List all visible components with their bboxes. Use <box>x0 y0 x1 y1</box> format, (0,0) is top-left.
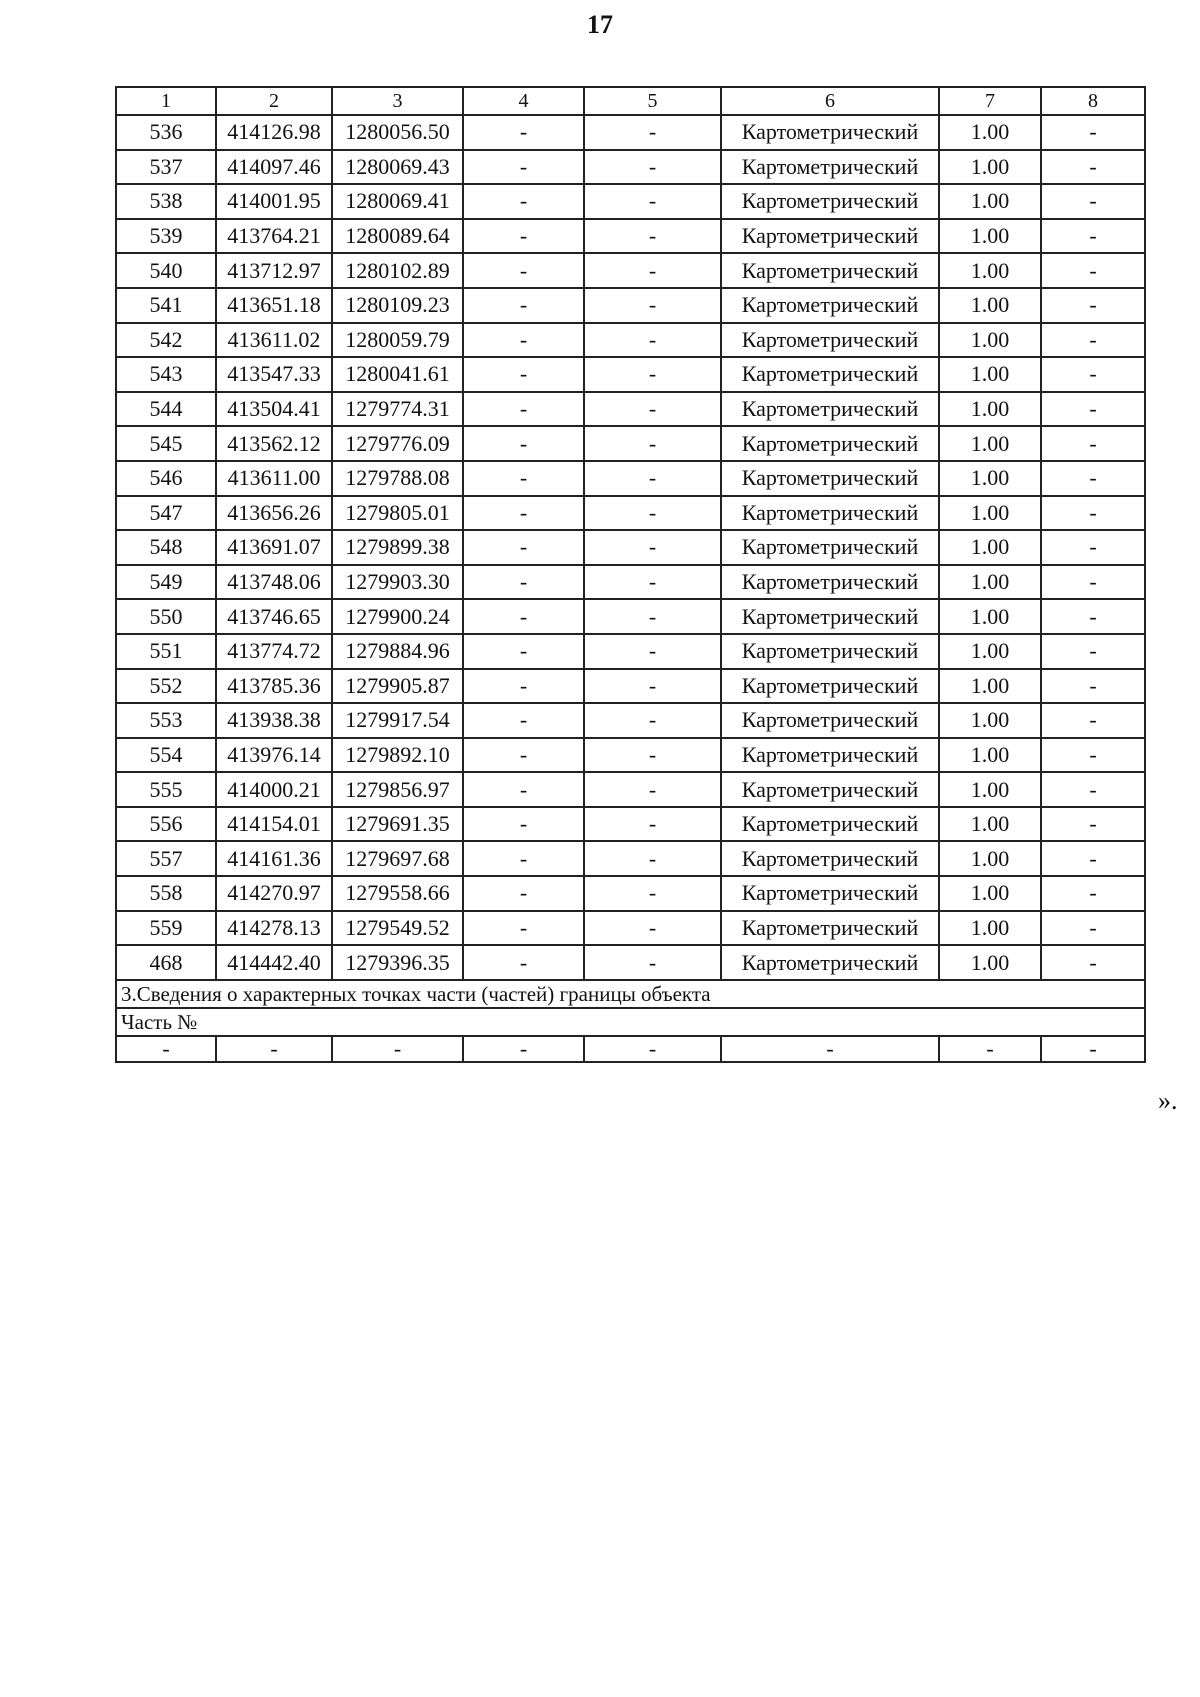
table-cell: 413785.36 <box>216 669 332 704</box>
table-cell: 1280059.79 <box>332 323 463 358</box>
table-cell: - <box>584 841 721 876</box>
empty-cell: - <box>584 1036 721 1062</box>
table-cell: 1.00 <box>939 392 1041 427</box>
table-cell: 413504.41 <box>216 392 332 427</box>
table-cell: - <box>1041 219 1145 254</box>
table-cell: Картометрический <box>721 565 939 600</box>
table-cell: 1.00 <box>939 599 1041 634</box>
table-cell: Картометрический <box>721 807 939 842</box>
table-cell: 413774.72 <box>216 634 332 669</box>
table-row <box>116 807 1145 842</box>
table-cell: 552 <box>116 669 216 704</box>
table-cell: - <box>463 738 584 773</box>
table-cell: - <box>463 115 584 150</box>
section-title-row <box>116 980 1145 1008</box>
table-cell: - <box>1041 461 1145 496</box>
header-cell: 3 <box>332 87 463 115</box>
coordinates-table <box>115 86 1146 1063</box>
table-cell: 414278.13 <box>216 911 332 946</box>
table-cell: 559 <box>116 911 216 946</box>
table-cell: 1.00 <box>939 911 1041 946</box>
table-cell: 413656.26 <box>216 496 332 531</box>
table-cell: - <box>463 184 584 219</box>
table-cell: 414001.95 <box>216 184 332 219</box>
table-cell: 542 <box>116 323 216 358</box>
table-row <box>116 945 1145 980</box>
table-cell: Картометрический <box>721 392 939 427</box>
table-cell: - <box>463 669 584 704</box>
table-cell: 1279905.87 <box>332 669 463 704</box>
table-row <box>116 911 1145 946</box>
table-row <box>116 392 1145 427</box>
table-cell: - <box>584 565 721 600</box>
table-cell: 544 <box>116 392 216 427</box>
table-cell: - <box>1041 530 1145 565</box>
table-cell: - <box>584 911 721 946</box>
table-cell: 413748.06 <box>216 565 332 600</box>
header-cell: 8 <box>1041 87 1145 115</box>
table-cell: 556 <box>116 807 216 842</box>
table-row <box>116 703 1145 738</box>
table-cell: 413712.97 <box>216 253 332 288</box>
table-cell: 413562.12 <box>216 426 332 461</box>
empty-cell: - <box>332 1036 463 1062</box>
table-cell: 1279396.35 <box>332 945 463 980</box>
table-cell: 554 <box>116 738 216 773</box>
table-cell: - <box>1041 807 1145 842</box>
table-row <box>116 669 1145 704</box>
table-cell: Картометрический <box>721 357 939 392</box>
table-cell: 1279774.31 <box>332 392 463 427</box>
table-cell: 414161.36 <box>216 841 332 876</box>
table-cell: - <box>463 911 584 946</box>
empty-cell: - <box>116 1036 216 1062</box>
table-row <box>116 772 1145 807</box>
table-cell: 1.00 <box>939 461 1041 496</box>
table-cell: 1.00 <box>939 288 1041 323</box>
table-cell: 1.00 <box>939 772 1041 807</box>
table-cell: - <box>463 772 584 807</box>
table-row <box>116 219 1145 254</box>
table-cell: Картометрический <box>721 876 939 911</box>
table-cell: - <box>463 496 584 531</box>
table-cell: 1.00 <box>939 496 1041 531</box>
table-cell: 1.00 <box>939 253 1041 288</box>
table-cell: - <box>584 219 721 254</box>
table-cell: Картометрический <box>721 841 939 876</box>
table-cell: - <box>463 841 584 876</box>
table-cell: 413938.38 <box>216 703 332 738</box>
table-cell: Картометрический <box>721 426 939 461</box>
table-cell: 543 <box>116 357 216 392</box>
table-cell: 547 <box>116 496 216 531</box>
table-cell: 413691.07 <box>216 530 332 565</box>
table-cell: - <box>1041 253 1145 288</box>
table-cell: Картометрический <box>721 530 939 565</box>
table-cell: 414000.21 <box>216 772 332 807</box>
table-cell: - <box>463 288 584 323</box>
table-cell: 413611.00 <box>216 461 332 496</box>
table-cell: 413976.14 <box>216 738 332 773</box>
table-cell: Картометрический <box>721 703 939 738</box>
table-row <box>116 530 1145 565</box>
table-cell: 1279856.97 <box>332 772 463 807</box>
empty-cell: - <box>939 1036 1041 1062</box>
table-cell: - <box>1041 669 1145 704</box>
table-cell: 414097.46 <box>216 150 332 185</box>
table-cell: Картометрический <box>721 115 939 150</box>
table-cell: 1.00 <box>939 565 1041 600</box>
table-cell: 1.00 <box>939 530 1041 565</box>
empty-part-row <box>116 1036 1145 1062</box>
table-cell: Картометрический <box>721 772 939 807</box>
table-cell: 1.00 <box>939 150 1041 185</box>
table-cell: 1280041.61 <box>332 357 463 392</box>
table-cell: 540 <box>116 253 216 288</box>
table-cell: - <box>584 426 721 461</box>
empty-cell: - <box>216 1036 332 1062</box>
table-cell: - <box>463 945 584 980</box>
table-cell: - <box>584 496 721 531</box>
table-cell: - <box>463 807 584 842</box>
section-title: 3.Сведения о характерных точках части (частей) границы объекта <box>116 980 1145 1008</box>
table-cell: 1.00 <box>939 841 1041 876</box>
table-cell: - <box>463 357 584 392</box>
table-cell: - <box>584 669 721 704</box>
table-cell: - <box>463 565 584 600</box>
header-cell: 5 <box>584 87 721 115</box>
empty-cell: - <box>463 1036 584 1062</box>
table-row <box>116 357 1145 392</box>
table-cell: Картометрический <box>721 738 939 773</box>
table-cell: - <box>1041 150 1145 185</box>
table-cell: 536 <box>116 115 216 150</box>
table-cell: - <box>1041 426 1145 461</box>
table-cell: - <box>1041 357 1145 392</box>
table-cell: 550 <box>116 599 216 634</box>
table-cell: 1.00 <box>939 115 1041 150</box>
table-cell: 413547.33 <box>216 357 332 392</box>
table-row <box>116 634 1145 669</box>
table-cell: - <box>1041 288 1145 323</box>
table-cell: - <box>1041 841 1145 876</box>
table-cell: 1.00 <box>939 426 1041 461</box>
table-cell: Картометрический <box>721 150 939 185</box>
table-cell: - <box>584 392 721 427</box>
table-cell: - <box>1041 115 1145 150</box>
table-cell: - <box>1041 323 1145 358</box>
table-cell: - <box>1041 496 1145 531</box>
table-cell: - <box>1041 772 1145 807</box>
table-cell: - <box>463 219 584 254</box>
table-cell: - <box>584 634 721 669</box>
table-row <box>116 461 1145 496</box>
table-cell: 1280089.64 <box>332 219 463 254</box>
table-cell: 1.00 <box>939 219 1041 254</box>
table-cell: 1279776.09 <box>332 426 463 461</box>
table-cell: 414126.98 <box>216 115 332 150</box>
table-cell: 537 <box>116 150 216 185</box>
table-row <box>116 323 1145 358</box>
table-cell: 546 <box>116 461 216 496</box>
table-cell: - <box>463 253 584 288</box>
table-cell: - <box>584 945 721 980</box>
table-row <box>116 426 1145 461</box>
table-cell: - <box>584 288 721 323</box>
table-row <box>116 496 1145 531</box>
empty-cell: - <box>721 1036 939 1062</box>
table-cell: - <box>1041 599 1145 634</box>
table-cell: - <box>1041 945 1145 980</box>
table-cell: 1279788.08 <box>332 461 463 496</box>
table-cell: - <box>463 876 584 911</box>
table-cell: 414442.40 <box>216 945 332 980</box>
table-cell: - <box>463 392 584 427</box>
table-row <box>116 841 1145 876</box>
table-cell: - <box>1041 565 1145 600</box>
table-cell: 1.00 <box>939 876 1041 911</box>
table-row <box>116 565 1145 600</box>
table-cell: 1280056.50 <box>332 115 463 150</box>
table-cell: 539 <box>116 219 216 254</box>
table-cell: 1280102.89 <box>332 253 463 288</box>
table-cell: - <box>1041 738 1145 773</box>
table-cell: - <box>1041 911 1145 946</box>
table-cell: - <box>584 703 721 738</box>
table-cell: Картометрический <box>721 184 939 219</box>
table-cell: 1.00 <box>939 807 1041 842</box>
table-cell: 1.00 <box>939 323 1041 358</box>
table-cell: 1279892.10 <box>332 738 463 773</box>
table-cell: 545 <box>116 426 216 461</box>
empty-cell: - <box>1041 1036 1145 1062</box>
table-cell: - <box>1041 876 1145 911</box>
table-cell: 414270.97 <box>216 876 332 911</box>
table-cell: 1.00 <box>939 738 1041 773</box>
table-cell: - <box>584 807 721 842</box>
table-cell: - <box>463 323 584 358</box>
table-cell: - <box>584 530 721 565</box>
header-cell: 2 <box>216 87 332 115</box>
table-cell: 1279549.52 <box>332 911 463 946</box>
table-cell: 1279558.66 <box>332 876 463 911</box>
table-cell: - <box>584 323 721 358</box>
table-cell: 413746.65 <box>216 599 332 634</box>
table-cell: - <box>584 599 721 634</box>
table-cell: - <box>1041 392 1145 427</box>
table-cell: Картометрический <box>721 945 939 980</box>
table-cell: 1279903.30 <box>332 565 463 600</box>
table-cell: Картометрический <box>721 323 939 358</box>
table-cell: Картометрический <box>721 253 939 288</box>
table-cell: 1.00 <box>939 357 1041 392</box>
table-row <box>116 184 1145 219</box>
header-cell: 6 <box>721 87 939 115</box>
table-cell: - <box>584 115 721 150</box>
table-cell: Картометрический <box>721 669 939 704</box>
table-cell: 1.00 <box>939 184 1041 219</box>
closing-quote-mark: ». <box>1158 1086 1178 1115</box>
header-cell: 7 <box>939 87 1041 115</box>
table-cell: 468 <box>116 945 216 980</box>
table-row <box>116 738 1145 773</box>
table-cell: - <box>463 599 584 634</box>
table-cell: - <box>584 253 721 288</box>
table-cell: 551 <box>116 634 216 669</box>
table-cell: 413611.02 <box>216 323 332 358</box>
table-cell: 557 <box>116 841 216 876</box>
table-cell: 1280109.23 <box>332 288 463 323</box>
table-cell: 1280069.41 <box>332 184 463 219</box>
table-cell: - <box>584 184 721 219</box>
table-cell: 1280069.43 <box>332 150 463 185</box>
table-cell: - <box>463 150 584 185</box>
table-cell: - <box>1041 634 1145 669</box>
table-row <box>116 599 1145 634</box>
table-cell: - <box>1041 703 1145 738</box>
table-cell: 1.00 <box>939 634 1041 669</box>
table-cell: 1279899.38 <box>332 530 463 565</box>
header-cell: 1 <box>116 87 216 115</box>
page-number: 17 <box>587 10 613 39</box>
table-cell: Картометрический <box>721 288 939 323</box>
table-cell: 413764.21 <box>216 219 332 254</box>
table-row <box>116 288 1145 323</box>
table-header-row <box>116 87 1145 115</box>
table-cell: 1.00 <box>939 703 1041 738</box>
table-cell: - <box>463 703 584 738</box>
table-cell: - <box>584 738 721 773</box>
table-cell: - <box>463 461 584 496</box>
table-cell: 1279691.35 <box>332 807 463 842</box>
table-row <box>116 876 1145 911</box>
table-cell: 1.00 <box>939 669 1041 704</box>
table-cell: - <box>463 634 584 669</box>
table-body <box>116 87 1145 1062</box>
table-cell: 553 <box>116 703 216 738</box>
table-cell: 555 <box>116 772 216 807</box>
part-label-row <box>116 1008 1145 1036</box>
table-row <box>116 253 1145 288</box>
table-cell: - <box>463 530 584 565</box>
table-cell: 541 <box>116 288 216 323</box>
table-cell: 414154.01 <box>216 807 332 842</box>
table-cell: 1279697.68 <box>332 841 463 876</box>
table-cell: Картометрический <box>721 911 939 946</box>
table-cell: Картометрический <box>721 219 939 254</box>
table-cell: - <box>584 150 721 185</box>
table-cell: 1279805.01 <box>332 496 463 531</box>
table-cell: Картометрический <box>721 599 939 634</box>
table-cell: - <box>1041 184 1145 219</box>
table-cell: - <box>584 772 721 807</box>
table-cell: 1279917.54 <box>332 703 463 738</box>
table-cell: - <box>584 357 721 392</box>
table-cell: 1.00 <box>939 945 1041 980</box>
table-cell: 548 <box>116 530 216 565</box>
header-cell: 4 <box>463 87 584 115</box>
table-row <box>116 150 1145 185</box>
table-cell: Картометрический <box>721 634 939 669</box>
table-row <box>116 115 1145 150</box>
table-cell: - <box>463 426 584 461</box>
table-cell: 549 <box>116 565 216 600</box>
table-cell: 413651.18 <box>216 288 332 323</box>
table-cell: - <box>584 461 721 496</box>
table-cell: 1279884.96 <box>332 634 463 669</box>
table-cell: Картометрический <box>721 461 939 496</box>
part-label: Часть № <box>116 1008 1145 1036</box>
table-cell: 1279900.24 <box>332 599 463 634</box>
table-cell: 538 <box>116 184 216 219</box>
table-cell: Картометрический <box>721 496 939 531</box>
table-cell: - <box>584 876 721 911</box>
table-cell: 558 <box>116 876 216 911</box>
